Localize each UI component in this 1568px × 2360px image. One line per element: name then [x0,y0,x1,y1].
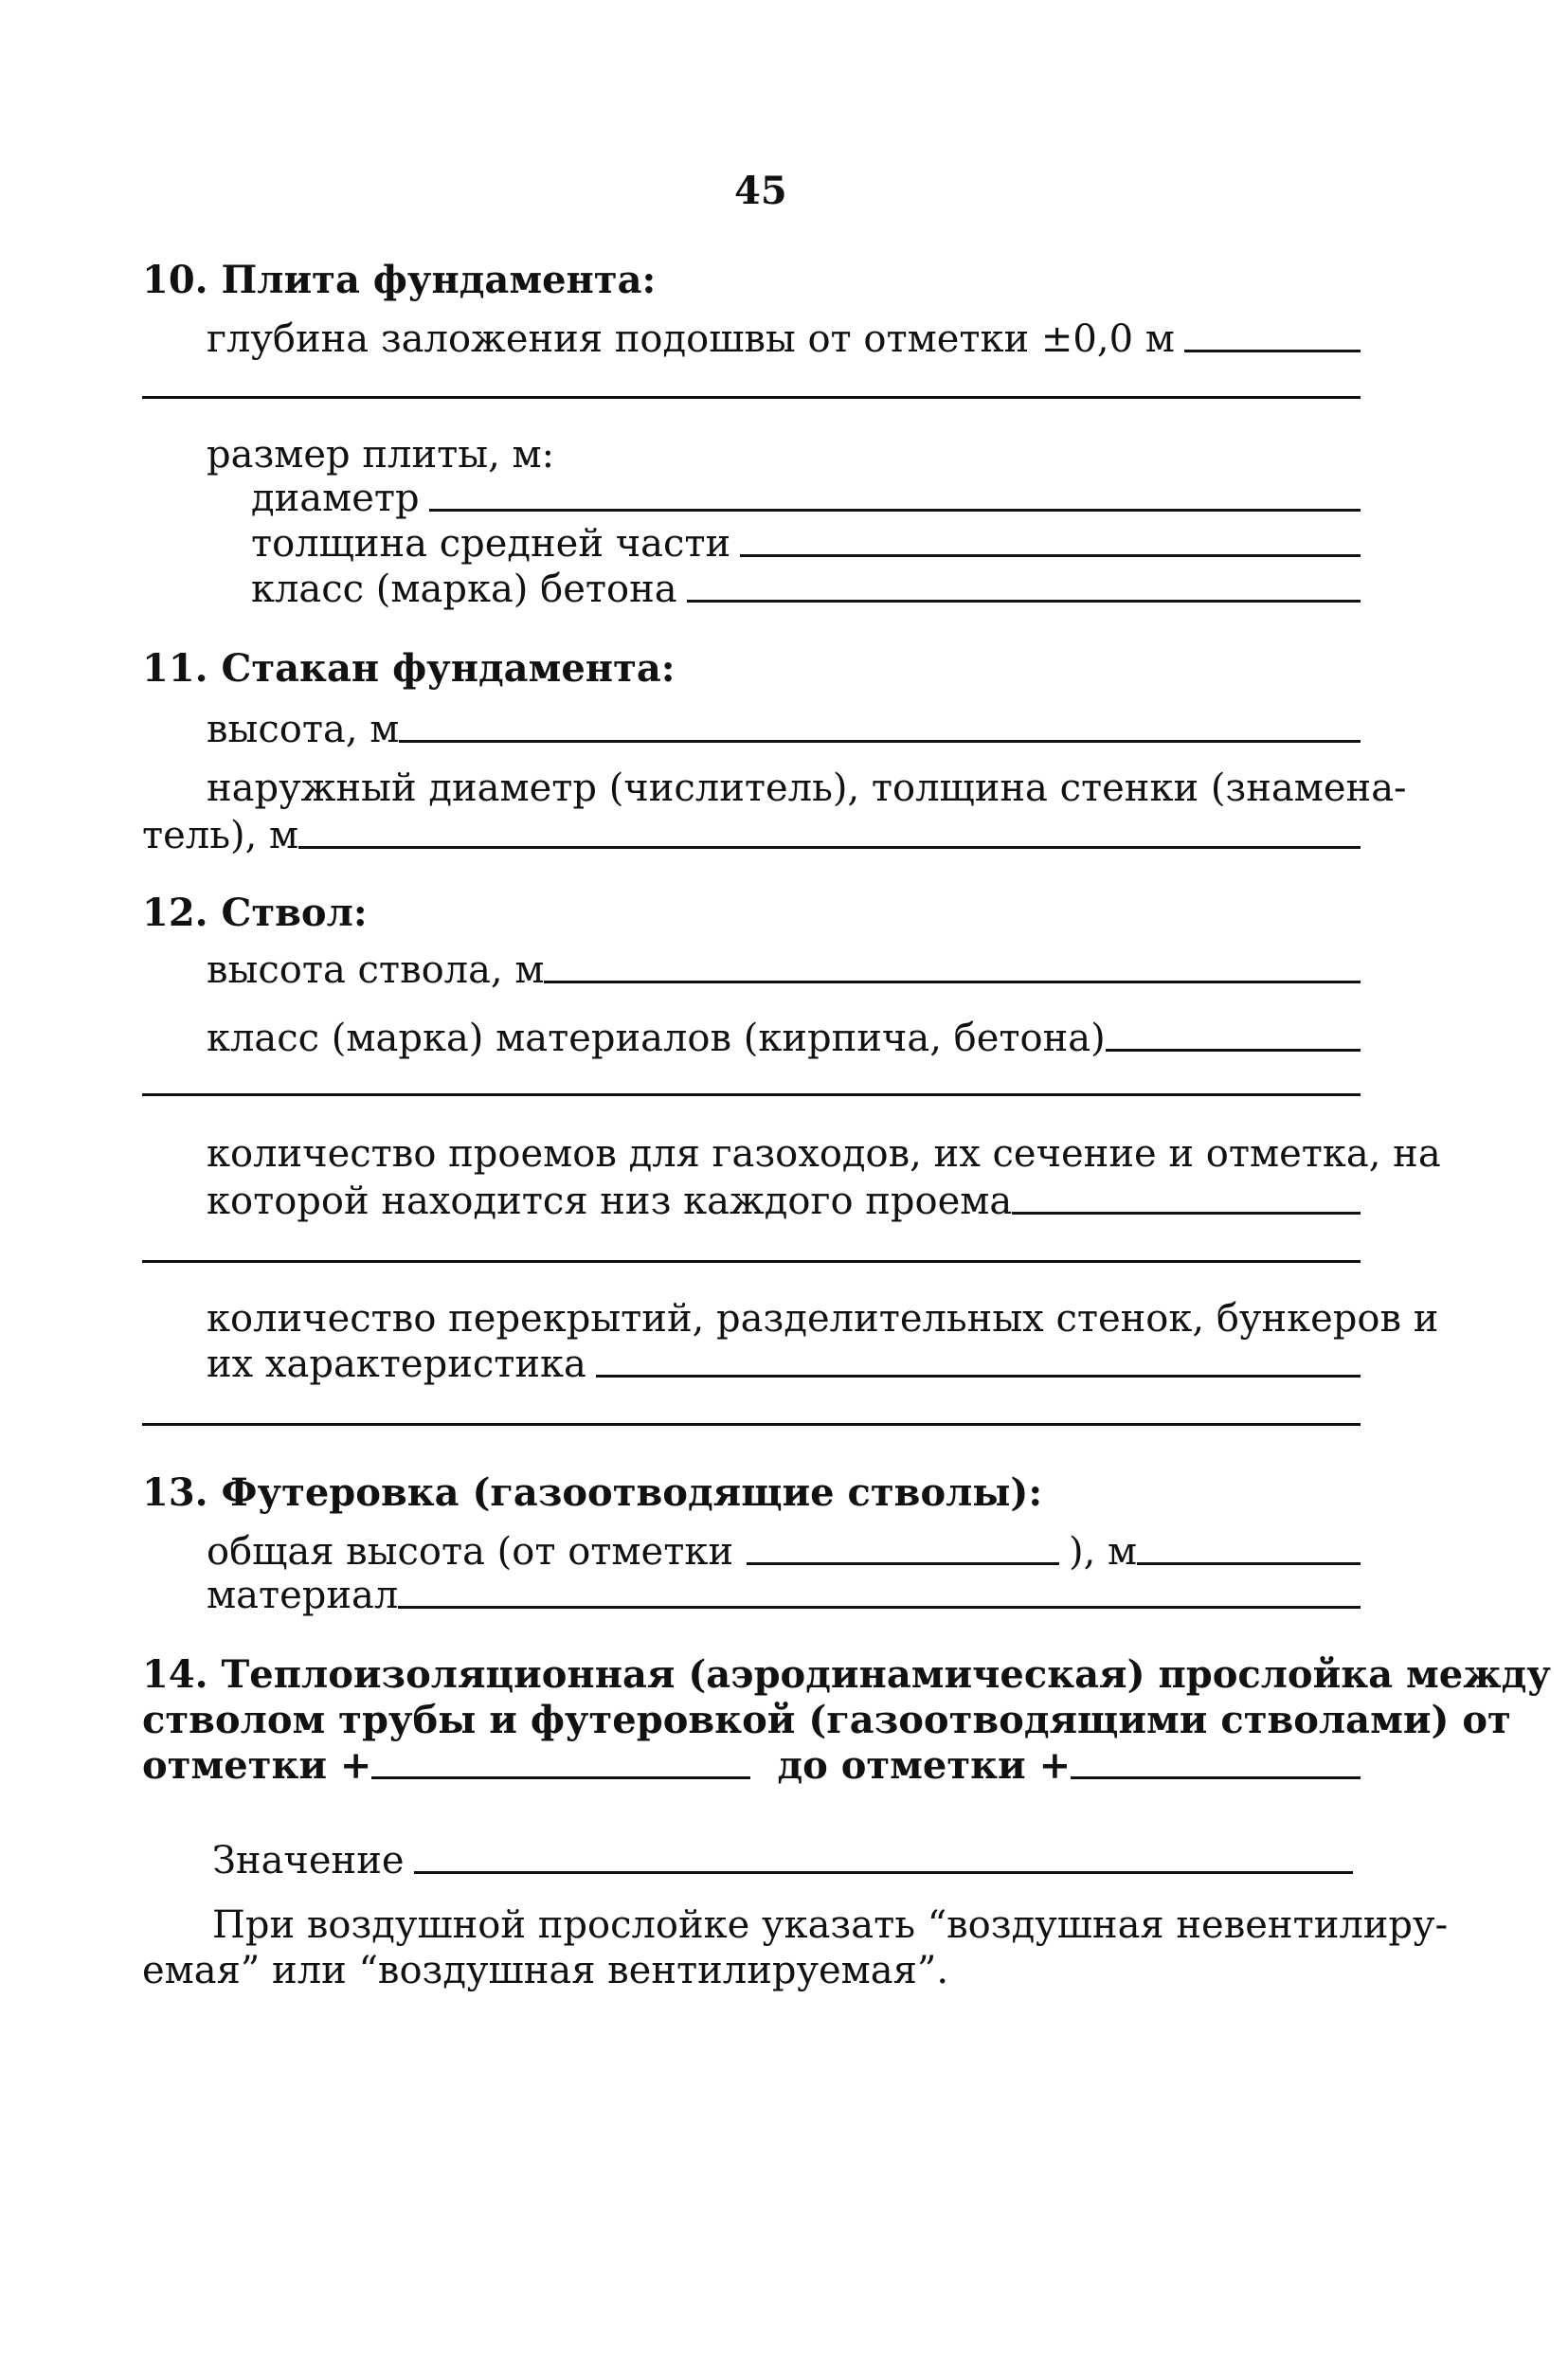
field-outer-diameter[interactable] [142,813,1361,858]
field-concrete-class[interactable] [251,567,1361,612]
field-label: Значение [212,1839,405,1883]
plate-size-label: размер плиты, м: [207,433,555,477]
section-11-title: 11. Стакан фундамента: [142,646,676,691]
field-openings[interactable] [207,1179,1361,1224]
field-label: высота, м [207,708,400,751]
field-lining-material[interactable] [207,1573,1361,1618]
field-label: класс (марка) бетона [251,567,677,611]
field-foundation-depth[interactable] [207,316,1361,362]
field-label: класс (марка) материалов (кирпича, бетона) [207,1017,1106,1060]
field-label: высота ствола, м [207,948,545,992]
field-label: их характеристика [207,1342,586,1386]
fill-line[interactable] [596,1375,1361,1378]
fill-line[interactable] [1137,1562,1361,1565]
field-insulation-value[interactable] [212,1838,1353,1883]
field-insulation-marks[interactable] [142,1743,1361,1789]
fill-line[interactable] [399,740,1361,743]
continuation-line[interactable] [142,1093,1361,1096]
continuation-line[interactable] [142,396,1361,399]
section-12-title: 12. Ствол: [142,891,368,935]
fill-line-mark[interactable] [747,1562,1059,1565]
continuation-line[interactable] [142,1260,1361,1263]
floors-label: количество перекрытий, разделительных стенок, бункеров и [207,1297,1439,1341]
continuation-line[interactable] [142,1423,1361,1426]
field-label: толщина средней части [251,522,731,566]
fill-line[interactable] [1012,1212,1361,1215]
field-diameter[interactable] [251,476,1361,521]
field-shaft-height[interactable] [207,947,1361,993]
fill-line[interactable] [1106,1049,1361,1052]
fill-line-to[interactable] [1071,1776,1361,1779]
field-lining-height[interactable] [207,1529,1361,1575]
fill-line[interactable] [429,509,1361,512]
field-floors[interactable] [207,1342,1361,1387]
from-mark-label: отметки + [142,1743,372,1788]
fill-line[interactable] [687,600,1361,603]
fill-line[interactable] [740,554,1361,557]
field-label-unit: ), м [1069,1530,1138,1574]
to-mark-label: до отметки + [777,1743,1072,1788]
field-materials-class[interactable] [207,1016,1361,1061]
fill-line-from[interactable] [371,1776,750,1779]
field-label: глубина заложения подошвы от отметки ±0,0 м [207,317,1175,361]
field-cup-height[interactable] [207,707,1361,752]
field-label: которой находится низ каждого проема [207,1180,1013,1223]
field-label: диаметр [251,477,420,520]
field-label: материал [207,1574,399,1617]
note-line2: емая” или “воздушная вентилируемая”. [142,1949,949,1992]
fill-line[interactable] [1184,350,1361,352]
page-number: 45 [734,169,787,213]
section-14-title-line2: стволом трубы и футеровкой (газоотводящими стволами) от [142,1698,1511,1742]
field-middle-thickness[interactable] [251,521,1361,567]
section-13-title: 13. Футеровка (газоотводящие стволы): [142,1470,1043,1515]
section-14-title-line1: 14. Теплоизоляционная (аэродинамическая) прослойка между [142,1652,1551,1697]
note-line1: При воздушной прослойке указать “воздушная невентилиру- [212,1903,1449,1947]
fill-line[interactable] [398,1606,1361,1609]
field-label: общая высота (от отметки [207,1530,733,1574]
fill-line[interactable] [544,981,1361,983]
fill-line[interactable] [414,1871,1353,1874]
outer-diameter-label: наружный диаметр (числитель), толщина стенки (знамена- [207,766,1407,810]
openings-label: количество проемов для газоходов, их сечение и отметка, на [207,1132,1441,1176]
section-10-title: 10. Плита фундамента: [142,258,657,302]
field-label: тель), м [142,814,299,857]
fill-line[interactable] [298,846,1361,849]
